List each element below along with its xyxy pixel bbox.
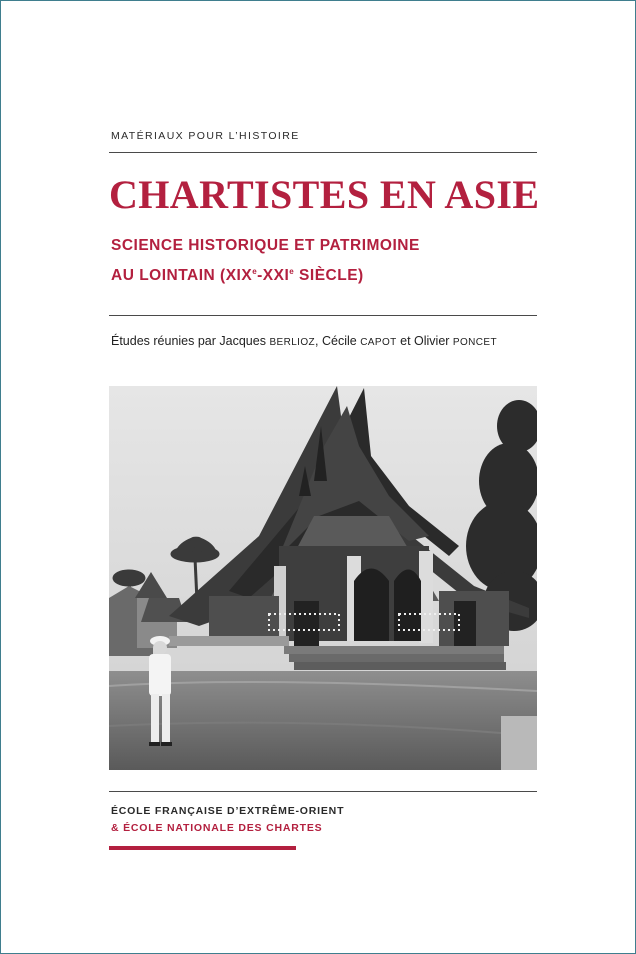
editors-separator-2: et Olivier [396, 334, 453, 348]
publisher-efeo: ÉCOLE FRANÇAISE D’EXTRÊME-ORIENT [111, 805, 345, 817]
subtitle-line-2-prefix: AU LOINTAIN (XIX [111, 267, 253, 284]
stone-block [501, 716, 537, 770]
temple-photo-illustration [109, 386, 537, 770]
editor-name-capot: CAPOT [360, 337, 397, 348]
editors-line [111, 334, 497, 348]
book-title: CHARTISTES EN ASIE [109, 172, 540, 217]
editors-separator-1: , Cécile [315, 334, 361, 348]
editor-name-poncet: PONCET [452, 337, 497, 348]
cover-photograph [109, 386, 537, 770]
editor-name-berlioz: BERLIOZ [269, 337, 316, 348]
subtitle-line-2 [111, 267, 541, 285]
subtitle-line-2-suffix: SIÈCLE) [294, 267, 364, 284]
subtitle-line-2-mid: -XXI [257, 267, 290, 284]
accent-bar [109, 846, 296, 850]
series-name: MATÉRIAUX POUR L’HISTOIRE [111, 130, 300, 142]
courtyard [109, 671, 537, 770]
middle-divider [109, 315, 537, 316]
subtitle-line-1: SCIENCE HISTORIQUE ET PATRIMOINE [111, 237, 420, 254]
publisher-enc: & ÉCOLE NATIONALE DES CHARTES [111, 822, 323, 834]
bottom-divider [109, 791, 537, 792]
superscript-e-2: e [289, 267, 295, 276]
editors-intro: Études réunies par Jacques [111, 334, 270, 348]
superscript-e-1: e [252, 267, 258, 276]
top-divider [109, 152, 537, 153]
